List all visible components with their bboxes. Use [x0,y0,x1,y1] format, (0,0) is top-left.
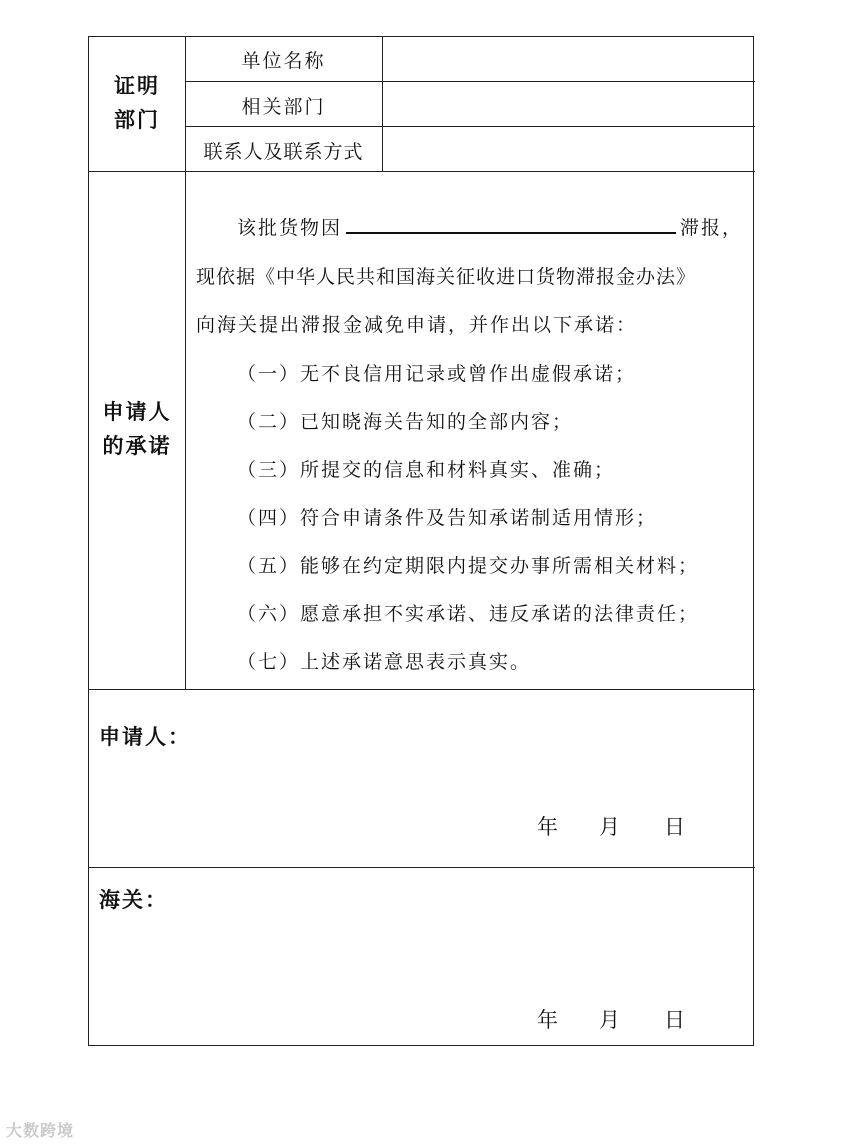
customs-date-day: 日 [664,1008,685,1032]
cert-dept-label [89,69,185,137]
applicant-date-year: 年 [537,815,558,839]
cert-dept-label-line1: 证明 [114,73,160,98]
watermark: 大数跨境 [6,1121,75,1140]
application-form [88,36,754,1046]
intro-line-2: 现依据《中华人民共和国海关征收进口货物滞报金办法》 [196,266,697,288]
applicant-label: 申请人： [99,724,191,749]
related-dept-label: 相关部门 [241,96,326,118]
intro-part2: 滞报， [680,217,744,239]
intro-line-1 [237,213,743,240]
cert-dept-label-line2: 部门 [114,107,160,132]
commitment-item: （三）所提交的信息和材料真实、准确； [237,459,616,481]
commitment-label [89,395,185,463]
reason-blank[interactable] [346,214,676,234]
applicant-date-day: 日 [664,815,685,839]
commitment-item: （六）愿意承担不实承诺、违反承诺的法律责任； [237,603,700,625]
divider [89,171,755,172]
intro-part1: 该批货物因 [237,217,343,239]
unit-name-field[interactable] [383,37,755,81]
unit-name-label: 单位名称 [241,50,326,72]
customs-date-month: 月 [599,1008,620,1032]
related-dept-field[interactable] [383,82,755,126]
commitment-item: （一）无不良信用记录或曾作出虚假承诺； [237,363,637,385]
commitment-item: （七）上述承诺意思表示真实。 [237,651,532,673]
intro-line-3: 向海关提出滞报金减免申请，并作出以下承诺： [196,314,638,336]
applicant-signature-area[interactable] [89,690,755,867]
customs-date-year: 年 [537,1008,558,1032]
divider [185,37,186,689]
commitment-item: （二）已知晓海关告知的全部内容； [237,411,574,433]
contact-label: 联系人及联系方式 [203,141,364,163]
customs-signature-area[interactable] [89,868,755,1045]
commitment-item: （五）能够在约定期限内提交办事所需相关材料； [237,555,700,577]
contact-field[interactable] [383,127,755,171]
commitment-item: （四）符合申请条件及告知承诺制适用情形； [237,507,658,529]
customs-label: 海关： [99,887,168,912]
applicant-date-month: 月 [599,815,620,839]
commitment-label-line2: 的承诺 [102,433,172,458]
commitment-label-line1: 申请人 [102,399,172,424]
